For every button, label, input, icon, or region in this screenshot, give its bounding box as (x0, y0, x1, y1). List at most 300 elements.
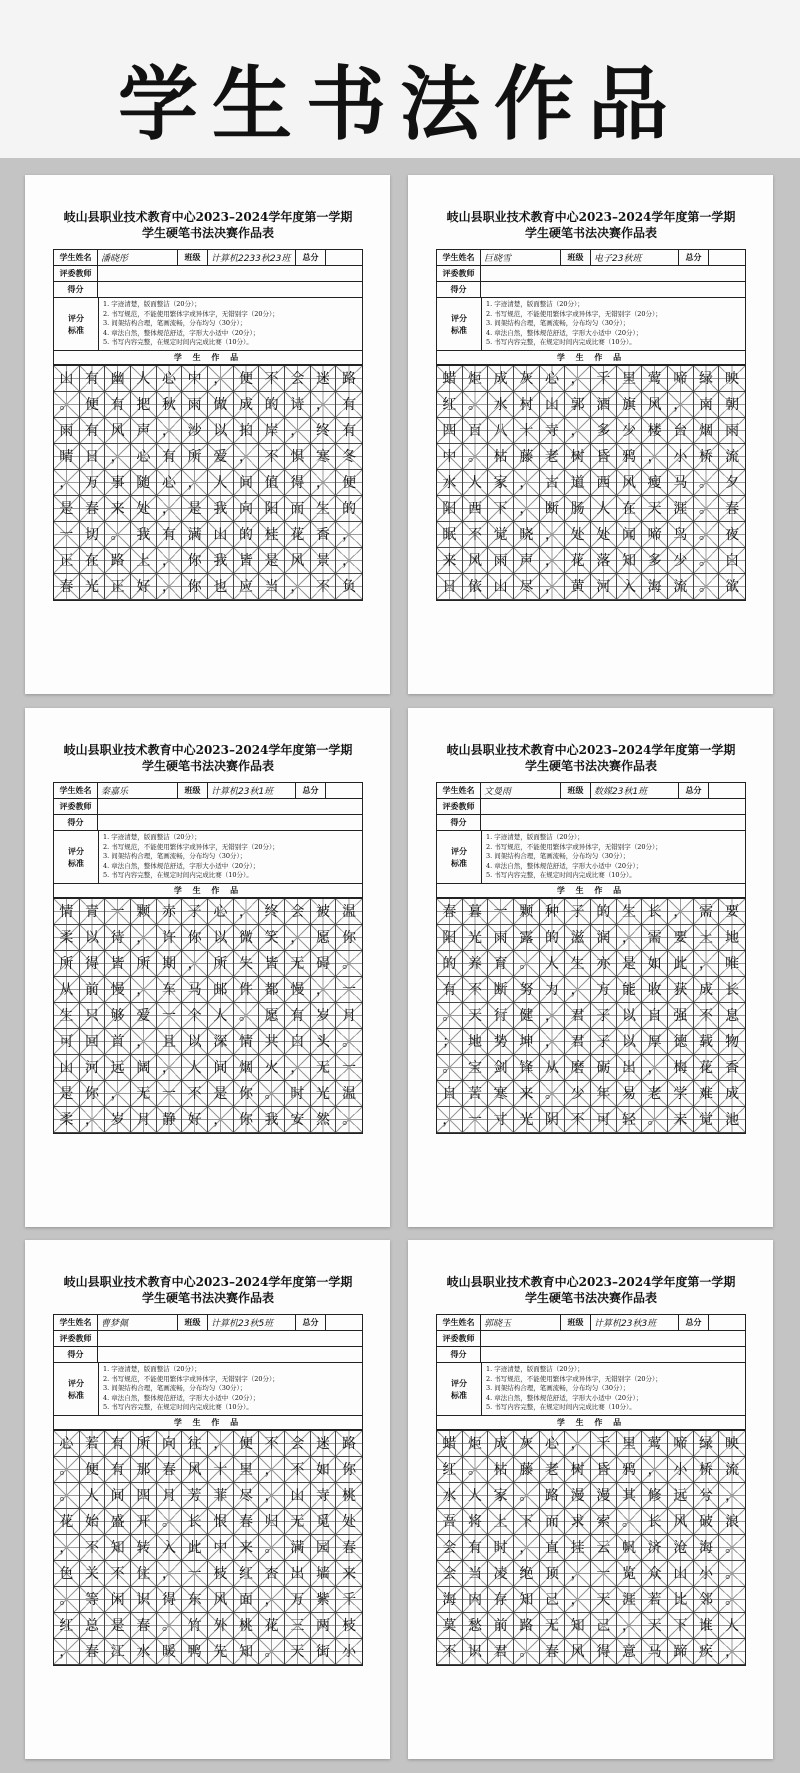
grid-cell: 色 (54, 1561, 80, 1587)
calligraphy-sheet (25, 708, 390, 1227)
grid-cell: 不 (694, 1003, 720, 1029)
grid-cell: 依 (463, 574, 489, 600)
grid-cell: 满 (182, 522, 208, 548)
grid-cell: 一 (336, 977, 362, 1003)
grid-cell: 皆 (234, 548, 260, 574)
class-label: 班级 (178, 250, 208, 265)
grid-cell: 莺 (642, 366, 668, 392)
grid-cell: 。 (157, 1613, 183, 1639)
form-title (436, 209, 746, 241)
grid-cell: 负 (336, 574, 362, 600)
grid-cell: 天 (591, 1587, 617, 1613)
criteria-item: 5. 书写内容完整，在规定时间内完成比赛（10分）。 (486, 338, 636, 346)
grid-cell: 墙 (311, 1561, 337, 1587)
grid-cell: 疾 (694, 1639, 720, 1665)
grid-cell: 静 (157, 1107, 183, 1133)
grid-cell: 的 (234, 522, 260, 548)
works-heading: 学 生 作 品 (437, 351, 745, 365)
grid-cell: 是 (259, 548, 285, 574)
criteria-item: 4. 章法自然，整体规范舒适，字形大小适中（20分）； (486, 861, 643, 870)
grid-cell: 入 (617, 574, 643, 600)
grid-cell: 等 (80, 1587, 106, 1613)
grid-cell: 闲 (105, 1587, 131, 1613)
grid-cell: 花 (565, 548, 591, 574)
grid-cell: ， (565, 1587, 591, 1613)
grid-cell: 白 (719, 548, 745, 574)
student-name: 文曼雨 (481, 783, 561, 798)
grid-cell: 人 (719, 1613, 745, 1639)
grid-cell: 一 (157, 1003, 183, 1029)
grid-cell: 落 (591, 548, 617, 574)
teacher-label: 评委教师 (437, 1331, 481, 1346)
grid-cell: 桂 (259, 522, 285, 548)
form-title (53, 1274, 363, 1306)
total-value (326, 783, 362, 798)
grid-cell: 锋 (514, 1055, 540, 1081)
grid-cell: 。 (514, 1483, 540, 1509)
grid-cell: 烟 (234, 1055, 260, 1081)
grid-cell: 微 (234, 925, 260, 951)
grid-cell: ， (208, 1107, 234, 1133)
total-label: 总分 (679, 1315, 709, 1330)
grid-cell: 。 (54, 1457, 80, 1483)
grid-cell: 随 (131, 470, 157, 496)
grid-cell: 件 (234, 977, 260, 1003)
teacher-value (481, 266, 745, 281)
grid-cell: 有 (105, 1431, 131, 1457)
page-title: 学生书法作品 (118, 57, 682, 151)
grid-cell: 。 (437, 1055, 463, 1081)
grid-cell: 千 (591, 1431, 617, 1457)
grid-cell: 己 (591, 1613, 617, 1639)
grid-cell: ， (80, 1107, 106, 1133)
grid-cell: 有 (157, 522, 183, 548)
grid-cell: 四 (131, 1483, 157, 1509)
grid-cell: 春 (234, 1509, 260, 1535)
grid-cell: 暖 (157, 1639, 183, 1665)
student-name: 巨晓雪 (481, 250, 561, 265)
grid-cell: 盛 (105, 1509, 131, 1535)
grid-cell: 慢 (285, 977, 311, 1003)
grid-cell: 成 (488, 1431, 514, 1457)
grid-cell: 人 (208, 470, 234, 496)
info-table (53, 1314, 363, 1431)
grid-cell: 尽 (514, 574, 540, 600)
grid-cell: 水 (437, 470, 463, 496)
grid-cell: 将 (463, 1509, 489, 1535)
grid-cell: 光 (463, 925, 489, 951)
writing-grid (53, 899, 363, 1134)
criteria-item: 2. 书写规范，不能使用繁体字或异体字，无错别字（20分）； (103, 1374, 279, 1383)
grid-cell: 水 (437, 1483, 463, 1509)
grid-cell: ， (131, 1029, 157, 1055)
grid-cell: 。 (54, 1483, 80, 1509)
form-title-line2: 学生硬笔书法决赛作品表 (524, 759, 657, 773)
grid-cell: 正 (54, 548, 80, 574)
grid-cell: 山 (668, 1561, 694, 1587)
total-label: 总分 (679, 250, 709, 265)
info-table (436, 249, 746, 366)
grid-cell: 。 (54, 1587, 80, 1613)
grid-cell: 心 (208, 899, 234, 925)
grid-cell: 不 (565, 1107, 591, 1133)
criteria-label: 评分 标准 (437, 298, 482, 350)
grid-cell: 两 (311, 1613, 337, 1639)
grid-cell: 子 (591, 1003, 617, 1029)
grid-cell: 人 (591, 496, 617, 522)
grid-cell: 以 (182, 1029, 208, 1055)
grid-cell: 首 (105, 1029, 131, 1055)
grid-cell: 春 (336, 1535, 362, 1561)
grid-cell: ， (540, 548, 566, 574)
grid-cell: 事 (105, 470, 131, 496)
grid-cell: ， (565, 1561, 591, 1587)
calligraphy-sheet (408, 175, 773, 694)
grid-cell: 帆 (617, 1535, 643, 1561)
grid-cell: 岁 (311, 1003, 337, 1029)
grid-cell: 好 (131, 574, 157, 600)
grid-cell: 宝 (463, 1055, 489, 1081)
grid-cell: 日 (437, 574, 463, 600)
criteria-item: 5. 书写内容完整，在规定时间内完成比赛（10分）。 (103, 871, 253, 879)
class-label: 班级 (561, 250, 591, 265)
total-value (709, 783, 745, 798)
calligraphy-sheet (25, 175, 390, 694)
grid-cell: 。 (157, 1509, 183, 1535)
grid-cell: 昏 (591, 444, 617, 470)
grid-cell: 得 (591, 1639, 617, 1665)
grid-cell: 。 (259, 1535, 285, 1561)
grid-cell: 所 (131, 951, 157, 977)
grid-cell: 菲 (208, 1483, 234, 1509)
grid-cell: 外 (208, 1613, 234, 1639)
grid-cell: 柔 (54, 925, 80, 951)
grid-cell: 。 (642, 1107, 668, 1133)
grid-cell: 绝 (514, 1561, 540, 1587)
grid-cell: 池 (719, 1107, 745, 1133)
criteria-item: 4. 章法自然，整体规范舒适，字形大小适中（20分）； (103, 861, 260, 870)
criteria-label: 评分 标准 (437, 831, 482, 883)
teacher-value (98, 266, 362, 281)
writing-grid (53, 1431, 363, 1666)
grid-cell: 云 (591, 1535, 617, 1561)
grid-cell: 兮 (694, 1483, 720, 1509)
writing-grid (436, 366, 746, 601)
criteria-item: 3. 间架结构合理，笔画流畅，分布均匀（30分）； (103, 1384, 247, 1392)
grid-cell: 觅 (311, 1509, 337, 1535)
grid-cell: 恨 (208, 1509, 234, 1535)
grid-cell: ， (157, 574, 183, 600)
grid-cell: 自 (437, 1081, 463, 1107)
grid-cell: ， (157, 1561, 183, 1587)
grid-cell: 比 (668, 1587, 694, 1613)
grid-cell: 。 (719, 1535, 745, 1561)
grid-cell: 是 (208, 1081, 234, 1107)
criteria-item: 3. 间架结构合理，笔画流畅，分布均匀（30分）； (486, 1384, 630, 1392)
grid-cell: 长 (642, 1509, 668, 1535)
score-value (481, 282, 745, 297)
criteria-label: 评分 标准 (54, 298, 99, 350)
criteria-item: 5. 书写内容完整，在规定时间内完成比赛（10分）。 (103, 338, 253, 346)
grid-cell: 从 (540, 1055, 566, 1081)
grid-cell: 从 (54, 977, 80, 1003)
grid-cell: 啼 (668, 366, 694, 392)
grid-cell: 桥 (694, 1457, 720, 1483)
grid-cell: ， (182, 470, 208, 496)
grid-cell: ， (336, 522, 362, 548)
grid-cell: 子 (591, 1029, 617, 1055)
grid-cell: 在 (617, 496, 643, 522)
grid-cell: 所 (54, 951, 80, 977)
grid-cell: ， (540, 1003, 566, 1029)
grid-cell: ， (311, 977, 337, 1003)
total-label: 总分 (296, 1315, 326, 1330)
grid-cell: 时 (285, 1081, 311, 1107)
grid-cell: 旗 (617, 392, 643, 418)
grid-cell: 欲 (719, 574, 745, 600)
writing-grid (436, 1431, 746, 1666)
grid-cell: 知 (105, 1535, 131, 1561)
grid-cell: 未 (668, 1107, 694, 1133)
grid-cell: 有 (336, 418, 362, 444)
grid-cell: 古 (540, 470, 566, 496)
total-value (326, 250, 362, 265)
score-value (98, 282, 362, 297)
grid-cell: 先 (208, 1639, 234, 1665)
grid-cell: 安 (285, 1107, 311, 1133)
grid-cell: 你 (234, 1107, 260, 1133)
form-title-line2: 学生硬笔书法决赛作品表 (141, 226, 274, 240)
grid-cell: 中 (208, 1535, 234, 1561)
score-label: 得分 (54, 282, 98, 297)
grid-cell: 物 (719, 1029, 745, 1055)
grid-cell: 应 (234, 574, 260, 600)
works-heading: 学 生 作 品 (54, 1416, 362, 1430)
criteria-item: 2. 书写规范，不能使用繁体字或异体字，无错别字（20分）； (486, 309, 662, 318)
student-name: 秦嘉乐 (98, 783, 178, 798)
grid-cell: 爱 (131, 1003, 157, 1029)
student-name-label: 学生姓名 (437, 783, 481, 798)
grid-cell: 己 (540, 1587, 566, 1613)
grid-cell: 浪 (719, 1509, 745, 1535)
grid-cell: 下 (514, 1509, 540, 1535)
grid-cell: 园 (311, 1535, 337, 1561)
grid-cell: 光 (311, 1081, 337, 1107)
form-title (53, 209, 363, 241)
grid-cell: 三 (285, 1613, 311, 1639)
grid-cell: ， (642, 1457, 668, 1483)
criteria-item: 1. 字迹清楚，版面整洁（20分）； (486, 1365, 584, 1373)
grid-cell: 处 (336, 1509, 362, 1535)
grid-cell: 索 (591, 1509, 617, 1535)
grid-cell: 你 (234, 1081, 260, 1107)
grid-cell: 健 (514, 1003, 540, 1029)
grid-cell: 不 (285, 1457, 311, 1483)
grid-cell: 村 (514, 392, 540, 418)
grid-cell: 终 (311, 418, 337, 444)
grid-cell: 阳 (437, 496, 463, 522)
grid-cell: 老 (540, 444, 566, 470)
grid-cell: 君 (565, 1003, 591, 1029)
grid-cell: 里 (617, 366, 643, 392)
grid-cell: 谁 (694, 1613, 720, 1639)
total-value (709, 250, 745, 265)
grid-cell: 君 (488, 1639, 514, 1665)
grid-cell: 以 (80, 925, 106, 951)
grid-cell: 若 (642, 1587, 668, 1613)
grid-cell: 其 (617, 1483, 643, 1509)
grid-cell: 老 (540, 1457, 566, 1483)
grid-cell: 以 (617, 1003, 643, 1029)
grid-cell: 道 (565, 470, 591, 496)
grid-cell: 间 (234, 470, 260, 496)
grid-cell: 眠 (437, 522, 463, 548)
grid-cell: 不 (259, 444, 285, 470)
grid-cell: 。 (719, 1587, 745, 1613)
grid-cell: 山 (285, 1483, 311, 1509)
grid-cell: 力 (540, 977, 566, 1003)
grid-cell: 你 (80, 1081, 106, 1107)
grid-cell: 月 (336, 1003, 362, 1029)
grid-cell: 马 (642, 1639, 668, 1665)
grid-cell: ， (617, 925, 643, 951)
grid-cell: 紫 (311, 1587, 337, 1613)
grid-cell: 地 (463, 1029, 489, 1055)
grid-cell: 风 (182, 1457, 208, 1483)
grid-cell: 无 (131, 1081, 157, 1107)
class-value: 数媒23秋1班 (591, 783, 679, 798)
grid-cell: 远 (668, 1483, 694, 1509)
grid-cell: 砺 (591, 1055, 617, 1081)
grid-cell: 多 (642, 548, 668, 574)
grid-cell: 的 (540, 925, 566, 951)
total-label: 总分 (296, 250, 326, 265)
grid-cell: 可 (591, 1107, 617, 1133)
grid-cell: 你 (182, 574, 208, 600)
form-title (436, 742, 746, 774)
grid-cell: 雨 (182, 392, 208, 418)
grid-cell: 小 (336, 1639, 362, 1665)
grid-cell: 南 (694, 392, 720, 418)
class-value: 电子23秋班 (591, 250, 679, 265)
criteria-list (482, 1363, 745, 1415)
grid-cell: 期 (157, 951, 183, 977)
grid-cell: 便 (336, 470, 362, 496)
writing-grid (53, 366, 363, 601)
grid-cell: 时 (488, 1535, 514, 1561)
grid-cell: ， (565, 418, 591, 444)
grid-cell: 不 (463, 522, 489, 548)
class-label: 班级 (561, 1315, 591, 1330)
grid-cell: 不 (105, 1561, 131, 1587)
grid-cell: 枝 (208, 1561, 234, 1587)
grid-cell: 长 (182, 1509, 208, 1535)
grid-cell: 人 (182, 1055, 208, 1081)
form-title-line1: 岐山县职业技术教育中心2023–2024学年度第一学期 (63, 743, 353, 757)
grid-cell: 路 (336, 366, 362, 392)
grid-cell: 做 (208, 392, 234, 418)
grid-cell: 炬 (463, 366, 489, 392)
grid-cell: 一 (336, 1055, 362, 1081)
grid-cell: ， (131, 977, 157, 1003)
grid-cell: 。 (719, 1561, 745, 1587)
total-label: 总分 (296, 783, 326, 798)
criteria-label: 评分 标准 (54, 831, 99, 883)
grid-cell: 年 (591, 1081, 617, 1107)
grid-cell: 花 (285, 522, 311, 548)
total-value (326, 1315, 362, 1330)
class-label: 班级 (178, 783, 208, 798)
grid-cell: ， (157, 496, 183, 522)
grid-cell: 碍 (311, 951, 337, 977)
grid-cell: 愿 (311, 925, 337, 951)
grid-cell: 生 (617, 899, 643, 925)
grid-cell: 。 (463, 392, 489, 418)
grid-cell: 有 (105, 392, 131, 418)
grid-cell: 鸦 (617, 444, 643, 470)
grid-cell: 不 (259, 366, 285, 392)
grid-cell: 香 (311, 522, 337, 548)
class-value: 计算机23秋3班 (591, 1315, 679, 1330)
criteria-item: 4. 章法自然，整体规范舒适，字形大小适中（20分）； (103, 1393, 260, 1402)
grid-cell: ， (157, 1055, 183, 1081)
grid-cell: 人 (131, 366, 157, 392)
grid-cell: 能 (617, 977, 643, 1003)
grid-cell: 有 (463, 1535, 489, 1561)
grid-cell: 秋 (157, 392, 183, 418)
grid-cell: 幽 (105, 366, 131, 392)
grid-cell: 车 (157, 977, 183, 1003)
grid-cell: 来 (336, 1561, 362, 1587)
grid-cell: 迷 (311, 1431, 337, 1457)
grid-cell: 风 (105, 418, 131, 444)
grid-cell: 我 (208, 548, 234, 574)
grid-cell: 下 (668, 1613, 694, 1639)
criteria-item: 2. 书写规范，不能使用繁体字或异体字，无错别字（20分）； (486, 842, 662, 851)
grid-cell: 一 (463, 1107, 489, 1133)
grid-cell: 黄 (565, 574, 591, 600)
grid-cell: 识 (131, 1587, 157, 1613)
grid-cell: 正 (105, 574, 131, 600)
grid-cell: 不 (463, 977, 489, 1003)
info-table (53, 782, 363, 899)
grid-cell: 剑 (488, 1055, 514, 1081)
grid-cell: 红 (437, 392, 463, 418)
grid-cell: 出 (617, 1055, 643, 1081)
grid-cell: 此 (182, 1535, 208, 1561)
grid-cell: 人 (208, 1003, 234, 1029)
grid-cell: 回 (80, 1029, 106, 1055)
works-heading: 学 生 作 品 (437, 1416, 745, 1430)
grid-cell: 识 (463, 1639, 489, 1665)
grid-cell: 涯 (668, 496, 694, 522)
grid-cell: 雨 (54, 418, 80, 444)
grid-cell: ， (208, 366, 234, 392)
grid-cell: 灰 (514, 1431, 540, 1457)
grid-cell: 便 (80, 392, 106, 418)
grid-cell: ， (259, 1457, 285, 1483)
grid-cell: 总 (80, 1613, 106, 1639)
grid-cell: 阳 (437, 925, 463, 951)
grid-cell: 济 (642, 1535, 668, 1561)
grid-cell: 断 (488, 977, 514, 1003)
grid-cell: 风 (642, 392, 668, 418)
grid-cell: ， (131, 925, 157, 951)
grid-cell: 往 (182, 1431, 208, 1457)
grid-cell: 天 (642, 496, 668, 522)
criteria-label: 评分 标准 (437, 1363, 482, 1415)
grid-cell: 前 (488, 1613, 514, 1639)
